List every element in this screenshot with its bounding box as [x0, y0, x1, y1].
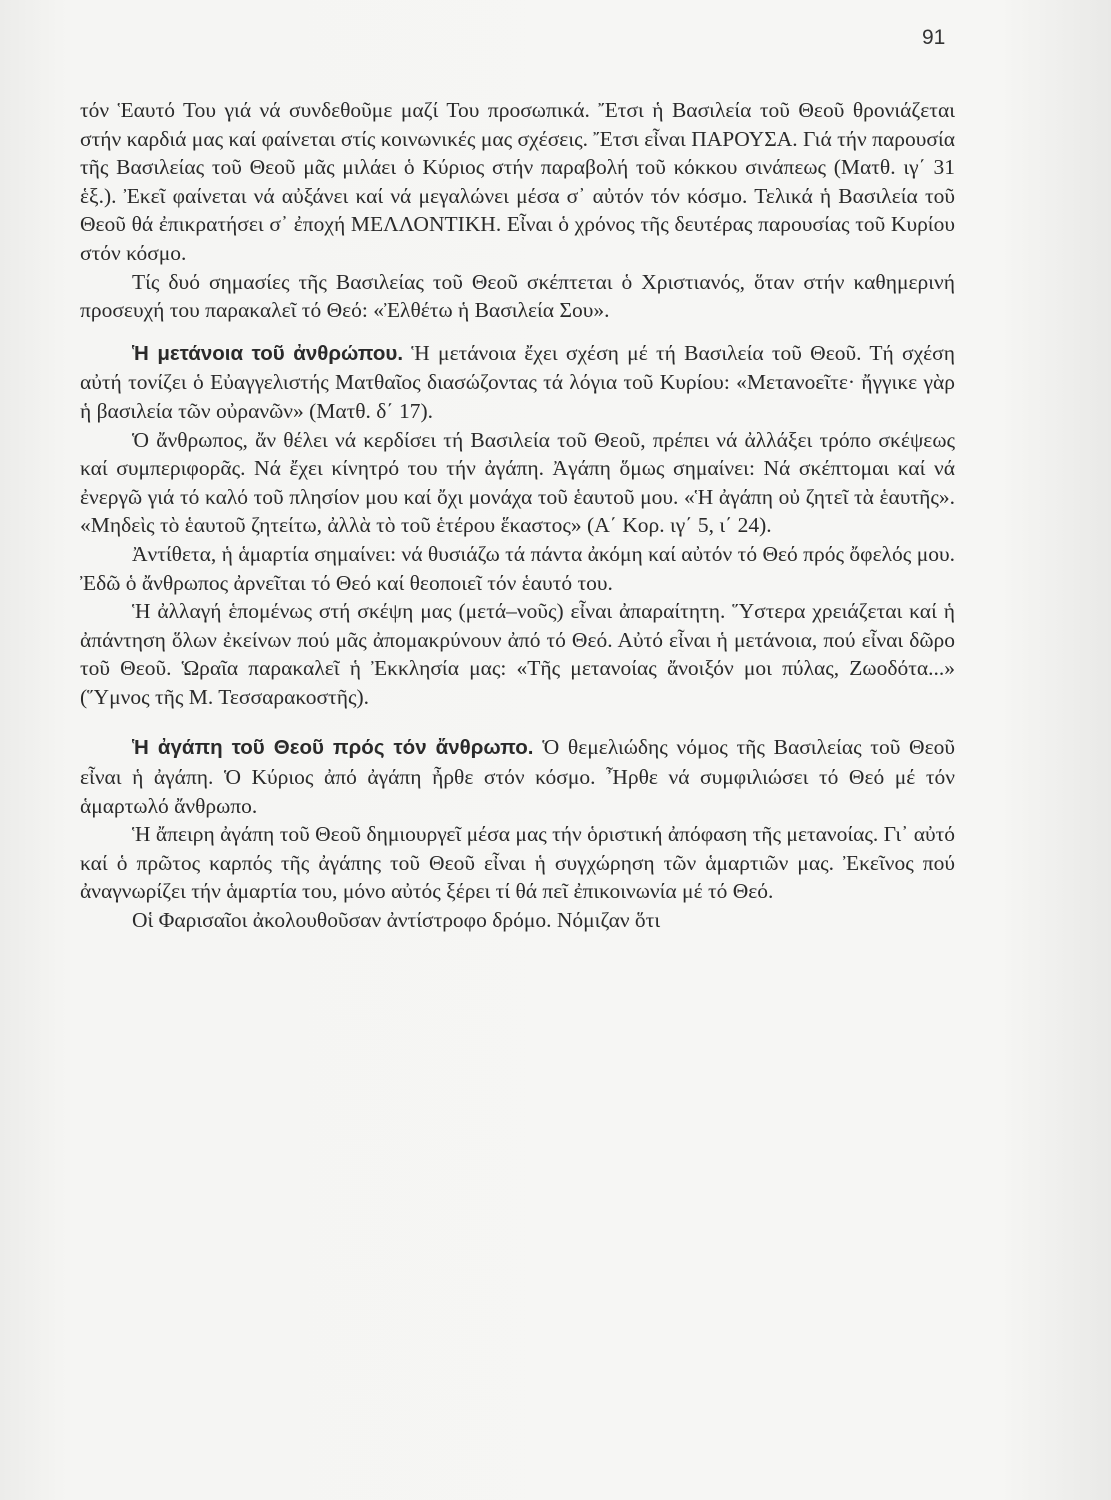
section-heading: Ἡ μετάνοια τοῦ ἀνθρώπου. — [132, 341, 404, 365]
paragraph: Ὁ ἄνθρωπος, ἄν θέλει νά κερδίσει τή Βασιλεία τοῦ Θεοῦ, πρέπει νά ἀλλάξει τρόπο σκέψεως καί συμπεριφορᾶς. Νά ἔχει κίνητρό του τήν ἀγάπη. Ἀγάπη ὅμως σημαίνει: Νά σκέπτομαι καί νά ἐνεργῶ γιά τό καλό τοῦ πλησίον μου καί ὄχι μονάχα τοῦ ἑαυτοῦ μου. «Ἡ ἀγάπη οὐ ζητεῖ τὰ ἑαυτῆς». «Μηδεὶς τὸ ἑαυτοῦ ζητείτω, ἀλλὰ τὸ τοῦ ἑτέρου ἕκαστος» (Α΄ Κορ. ιγ΄ 5, ι΄ 24). — [80, 427, 955, 538]
paragraph: Τίς δυό σημασίες τῆς Βασιλείας τοῦ Θεοῦ σκέπτεται ὁ Χριστιανός, ὅταν στήν καθημερινή προσευχή του παρακαλεῖ τό Θεό: «Ἐλθέτω ἡ Βασιλεία Σου». — [80, 269, 955, 323]
page-number: 91 — [922, 26, 946, 49]
paragraph-text: Ὁ θεμελιώδης νόμος τῆς Βασιλείας τοῦ Θεοῦ εἶναι ἡ ἀγάπη. Ὁ Κύριος ἀπό ἀγάπη ἦρθε στόν κόσμο. Ἦρθε νά συμφιλιώσει τό Θεό μέ τόν ἁμαρτωλό ἄνθρωπο. — [80, 735, 956, 818]
section-heading: Ἡ ἀγάπη τοῦ Θεοῦ πρός τόν ἄνθρωπο. — [132, 736, 534, 760]
section-paragraph — [80, 733, 955, 820]
paragraph: Ἀντίθετα, ἡ ἁμαρτία σημαίνει: νά θυσιάζω τά πάντα ἀκόμη καί αὐτόν τό Θεό πρός ὄφελός μου. Ἐδῶ ὁ ἄνθρωπος ἀρνεῖται τό Θεό καί θεοποιεῖ τόν ἑαυτό του. — [80, 541, 955, 595]
paragraph: τόν Ἑαυτό Του γιά νά συνδεθοῦμε μαζί Του προσωπικά. Ἔτσι ἡ Βασιλεία τοῦ Θεοῦ θρονιάζεται στήν καρδιά μας καί φαίνεται στίς κοινωνικές μας σχέσεις. Ἔτσι εἶναι ΠΑΡΟΥΣΑ. Γιά τήν παρουσία τῆς Βασιλείας τοῦ Θεοῦ μᾶς μιλάει ὁ Κύριος στήν παραβολή τοῦ κόκκου σινάπεως (Ματθ. ιγ΄ 31 ἑξ.). Ἐκεῖ φαίνεται νά αὐξάνει καί νά μεγαλώνει μέσα σ᾽ αὐτόν τόν κόσμο. Τελικά ἡ Βασιλεία τοῦ Θεοῦ θά ἐπικρατήσει σ᾽ ἐποχή ΜΕΛΛΟΝΤΙΚΗ. Εἶναι ὁ χρόνος τῆς δευτέρας παρουσίας τοῦ Κυρίου στόν κόσμο. — [80, 98, 955, 265]
paragraph-text: Ἡ μετάνοια ἔχει σχέση μέ τή Βασιλεία τοῦ Θεοῦ. Τή σχέση αὐτή τονίζει ὁ Εὐαγγελιστής Ματθαῖος διασώζοντας τά λόγια τοῦ Κυρίου: «Μετανοεῖτε· ἤγγικε γὰρ ἡ βασιλεία τῶν οὐρανῶν» (Ματθ. δ΄ 17). — [80, 340, 955, 423]
paragraph: Οἱ Φαρισαῖοι ἀκολουθοῦσαν ἀντίστροφο δρόμο. Νόμιζαν ὅτι — [132, 908, 661, 933]
paragraph: Ἡ ἀλλαγή ἑπομένως στή σκέψη μας (μετά–νοῦς) εἶναι ἀπαραίτητη. Ὕστερα χρειάζεται καί ἡ ἀπάντηση ὅλων ἐκείνων πού μᾶς ἀπομακρύνουν ἀπό τό Θεό. Αὐτό εἶναι ἡ μετάνοια, πού εἶναι δῶρο τοῦ Θεοῦ. Ὡραῖα παρακαλεῖ ἡ Ἐκκλησία μας: «Τῆς μετανοίας ἄνοιξόν μοι πύλας, Ζωοδότα...» (Ὕμνος τῆς Μ. Τεσσαρακοστῆς). — [80, 599, 955, 709]
paragraph: Ἡ ἄπειρη ἀγάπη τοῦ Θεοῦ δημιουργεῖ μέσα μας τήν ὁριστική ἀπόφαση τῆς μετανοίας. Γι᾽ αὐτό καί ὁ πρῶτος καρπός τῆς ἀγάπης τοῦ Θεοῦ εἶναι ἡ συγχώρηση τῶν ἁμαρτιῶν μας. Ἐκεῖνος πού ἀναγνωρίζει τήν ἁμαρτία του, μόνο αὐτός ξέρει τί θά πεῖ ἐπικοινωνία μέ τό Θεό. — [80, 822, 955, 904]
body-text — [80, 96, 955, 935]
section-paragraph — [80, 339, 955, 426]
